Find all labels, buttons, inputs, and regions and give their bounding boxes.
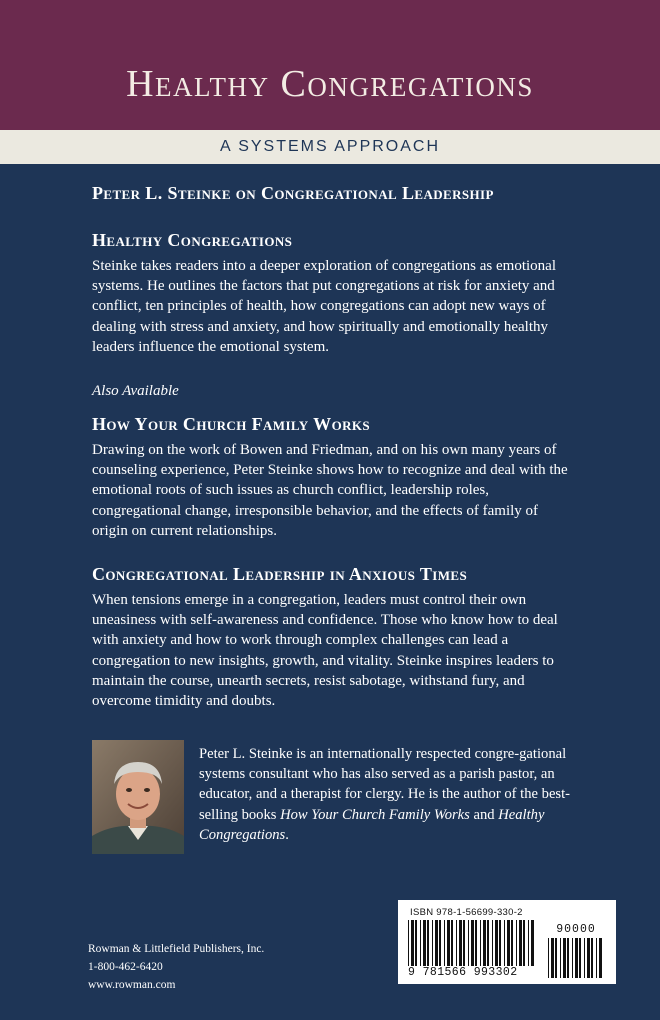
barcode-bar (471, 920, 474, 966)
barcode-bar (495, 920, 498, 966)
publisher-info (88, 940, 264, 994)
barcode-bar (444, 920, 445, 966)
barcode-bar (516, 920, 517, 966)
barcode-bar (408, 920, 409, 966)
barcode-bar (596, 938, 597, 978)
barcode-bar (555, 938, 557, 978)
barcode-bar (579, 938, 581, 978)
author-photo (92, 740, 184, 854)
author-bio-book-1: How Your Church Family Works (280, 806, 470, 823)
barcode-bar (563, 938, 566, 978)
author-bio-end: . (285, 826, 289, 843)
barcode-bar (599, 938, 602, 978)
barcode-bar (511, 920, 513, 966)
barcode-bar (584, 938, 585, 978)
barcode-bar (415, 920, 417, 966)
barcode-bar (459, 920, 462, 966)
barcode-bar (519, 920, 522, 966)
author-bio-and: and (473, 806, 495, 823)
book-2-description: Drawing on the work of Bowen and Friedman, and on his own many years of counseling experience, Peter Steinke shows how to recognize and deal with the emotional roots of such issues as church conflict, leadership roles, congregational change, irresponsible behavior, and the effects of family of origin on current relationships. (92, 442, 568, 539)
barcode-bar (575, 938, 578, 978)
barcode-bar (463, 920, 465, 966)
author-bio-text: Peter L. Steinke is an internationally respected congre-gational systems consultant who has also served as a parish pastor, an educator, and a therapist for clergy. He is the author of the best-selling books (199, 746, 571, 823)
book-3-description: When tensions emerge in a congregation, leaders must control their own uneasiness with self-awareness and confidence. Those who know how to deal with anxiety and how to work through complex challenges can lead a congregation to new insights, growth, and vitality. Steinke inspires leaders to maintain the course, unearth secrets, resist sabotage, withstand fury, and overcome timidity and doubts. (92, 592, 558, 710)
barcode-bar (427, 920, 429, 966)
barcode-bar (567, 938, 569, 978)
barcode-bar (507, 920, 510, 966)
barcode-bar (480, 920, 481, 966)
barcode-bar (572, 938, 573, 978)
also-available-label: Also Available (92, 383, 179, 399)
book-subtitle: A SYSTEMS APPROACH (219, 138, 441, 155)
barcode-bar (551, 938, 554, 978)
barcode-bar (468, 920, 469, 966)
publisher-website: www.rowman.com (88, 979, 176, 991)
price-code: 90000 (556, 923, 596, 936)
barcode-bar (439, 920, 441, 966)
book-2-title: How Your Church Family Works (92, 414, 371, 434)
book-1-title: Healthy Congregations (92, 230, 293, 250)
barcode-bar (587, 938, 590, 978)
book-3-title: Congregational Leadership in Anxious Times (92, 564, 468, 584)
barcode-bar (420, 920, 421, 966)
barcode-bar (492, 920, 493, 966)
author-bio-book-2: Healthy Congregations (199, 806, 545, 843)
barcode-bar (499, 920, 501, 966)
isbn-label: ISBN 978-1-56699-330-2 (410, 907, 523, 918)
barcode-bar (483, 920, 486, 966)
barcode-bar (528, 920, 529, 966)
barcode-box (398, 900, 616, 984)
barcode-bar (560, 938, 561, 978)
publisher-name: Rowman & Littlefield Publishers, Inc. (88, 943, 265, 955)
barcode-bar (423, 920, 426, 966)
barcode-bar (411, 920, 414, 966)
barcode-bar (435, 920, 438, 966)
barcode-bar (432, 920, 433, 966)
barcode-bar (447, 920, 450, 966)
barcode-bar (531, 920, 534, 966)
book-main-title: Healthy Congregations (126, 63, 534, 105)
barcode-bar (504, 920, 505, 966)
barcode-bar (475, 920, 477, 966)
barcode-bar (523, 920, 525, 966)
barcode-bar (487, 920, 489, 966)
barcode-bar (548, 938, 549, 978)
barcode-bar (451, 920, 453, 966)
book-1-description: Steinke takes readers into a deeper exploration of congregations as emotional systems. He outlines the factors that put congregations at risk for anxiety and conflict, ten principles of health, how congregations can adopt new ways of dealing with stress and anxiety, and how spiritually and emotionally healthy leaders influence the emotional system. (92, 258, 557, 355)
series-heading: Peter L. Steinke on Congregational Leadership (92, 183, 494, 203)
price-barcode (548, 938, 604, 978)
author-bio (199, 744, 579, 845)
barcode-number: 9 781566 993302 (408, 966, 518, 979)
barcode-bar (591, 938, 593, 978)
barcode-bar (456, 920, 457, 966)
publisher-phone: 1-800-462-6420 (88, 961, 163, 973)
isbn-barcode (408, 920, 534, 966)
